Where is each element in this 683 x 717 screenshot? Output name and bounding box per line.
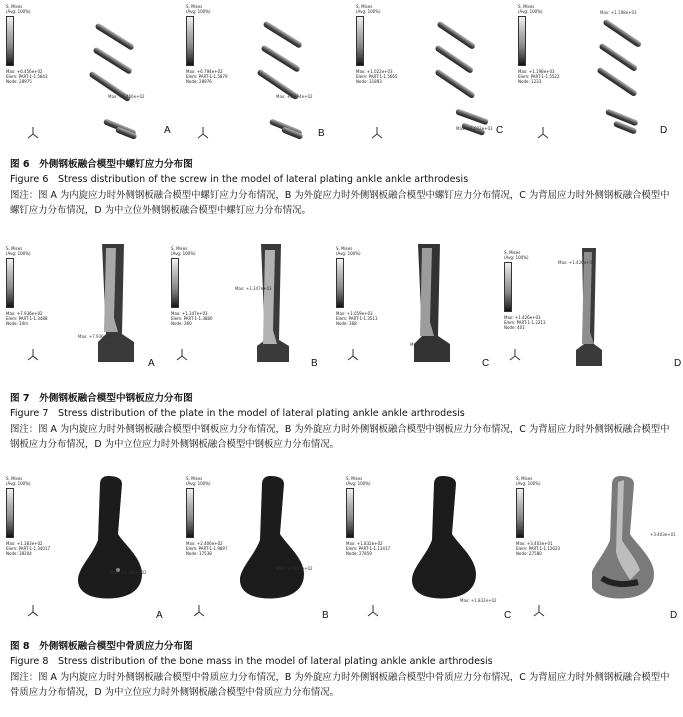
fig6-panel-c [344,0,512,148]
fig7-panel-c [330,238,498,378]
figure-7-image-band [0,238,683,378]
legend-color-bar [336,258,344,308]
figure-8-note: 图注：图 A 为内旋应力时外侧钢板融合模型中骨质应力分布情况，B 为外旋应力时外侧钢板融合模型中骨质应力分布情况，C 为背屈应力时外侧钢板融合模型中骨质应力分布情况，D 为中立位应力时外侧钢板融合模型中骨质应力分布情况。 [10,672,670,698]
legend-title: S, Mises (Avg: 100%) [356,4,381,14]
max-stress-annotation: Max: +1.832e+02 [460,598,497,603]
legend-color-bar [346,488,354,538]
panel-letter: D [674,358,682,369]
figure-7-caption-zh: 图 7 外侧钢板融合模型中钢板应力分布图 [10,393,193,404]
figure-6-image-band [0,0,683,148]
legend-title: S, Mises (Avg: 100%) [6,476,31,486]
stress-legend [356,4,396,84]
legend-meta: Max: +1.022e+03 Elem: PART-1-1.5665 Node: 31893 [356,69,398,84]
max-stress-annotation: +3.403e+01 [650,532,676,537]
panel-letter: A [148,358,155,369]
axis-triad-icon [366,604,380,618]
legend-color-bar [504,262,512,312]
fig8-panel-b [170,470,340,630]
stress-legend [186,476,226,556]
max-stress-annotation: Max: +1.426e+03 [558,260,595,265]
axis-triad-icon [370,126,384,140]
fig8-panel-c [340,470,510,630]
figure-8-image-band [0,470,683,630]
fig7-panel-d [498,238,683,378]
panel-letter: B [318,128,325,139]
legend-meta: Max: +1.426e+03 Elem: PART-1-1.2213 Node: 401 [504,315,546,330]
axis-triad-icon [192,604,206,618]
panel-letter: B [322,610,329,621]
panel-letter: C [496,125,504,136]
legend-meta: Max: +1.198e+03 Elem: PART-1-1.5522 Node: 1233 [518,69,560,84]
axis-triad-icon [26,126,40,140]
legend-meta: Max: +6.456e+02 Elem: PART-1-1.5843 Node: 28975 [6,69,48,84]
panel-letter: C [504,610,512,621]
max-stress-annotation: Max: +1.198e+03 [600,10,637,15]
legend-meta: Max: +1.832e+02 Elem: PART-1-1.13417 Node: 27859 [346,541,391,556]
screw [598,43,638,73]
figure-8-caption-zh: 图 8 外侧钢板融合模型中骨质应力分布图 [10,641,193,652]
axis-triad-icon [532,604,546,618]
fig7-panel-b [165,238,330,378]
legend-title: S, Mises (Avg: 100%) [186,4,211,14]
bone-plate-model [92,242,142,366]
fig6-panel-a [0,0,172,148]
fig8-panel-d [510,470,683,630]
panel-letter: B [311,358,318,369]
legend-color-bar [516,488,524,538]
panel-letter: C [482,358,490,369]
screw [602,19,642,49]
legend-meta: Max: +2.406e+02 Elem: PART-1-1.9897 Node: 17538 [186,541,228,556]
legend-meta: Max: +1.059e+03 Elem: PART-1-1.3513 Node: 368 [336,311,378,326]
stress-legend [171,246,211,326]
fig8-panel-a [0,470,170,630]
panel-letter: D [660,125,668,136]
legend-color-bar [6,258,14,308]
axis-triad-icon [508,348,522,362]
screw [260,44,300,72]
legend-color-bar [186,16,194,66]
stress-legend [6,246,46,326]
fig7-panel-a [0,238,165,378]
axis-triad-icon [26,348,40,362]
stress-legend [336,246,376,326]
legend-meta: Max: +7.936e+02 Elem: PART-1-1.3488 Node: 34m [6,311,48,326]
legend-meta: Max: +3.403e+01 Elem: PART-1-1.12623 Node: 27580 [516,541,561,556]
legend-color-bar [171,258,179,308]
max-stress-annotation: Max: +2.406e+02 [276,566,313,571]
tibia-bone-model [412,474,484,602]
axis-triad-icon [175,348,189,362]
legend-meta: Max: +1.383e+02 Elem: PART-1-1.34017 Node: 38204 [6,541,51,556]
legend-title: S, Mises (Avg: 100%) [6,4,31,14]
max-stress-annotation: Max: +1.347e+03 [235,286,272,291]
legend-color-bar [6,488,14,538]
stress-legend [346,476,391,556]
legend-title: S, Mises (Avg: 100%) [186,476,211,486]
stress-legend [518,4,558,84]
legend-color-bar [186,488,194,538]
stress-legend [6,4,46,84]
panel-letter: D [670,610,678,621]
legend-meta: Max: +1.347e+03 Elem: PART-1-1.3880 Node: 360 [171,311,213,326]
max-stress-annotation: Max: +1.059e+03 [410,342,447,347]
legend-title: S, Mises (Avg: 100%) [6,246,31,256]
screw [92,46,132,74]
bone-plate-model [408,242,458,366]
axis-triad-icon [196,126,210,140]
figure-7-caption-en: Figure 7 Stress distribution of the plate in the model of lateral plating ankle ankle arthrodesis [10,408,465,419]
panel-letter: A [156,610,163,621]
max-stress-annotation: Max: +1.383e+02 [110,570,147,575]
tibia-bone-model [240,474,312,602]
screw [436,21,476,51]
figure-6-caption-en: Figure 6 Stress distribution of the screw in the model of lateral plating ankle ankle arthrodesis [10,174,469,185]
panel-letter: A [164,125,171,136]
fig6-panel-b [172,0,344,148]
screw [596,67,637,98]
stress-legend [504,250,544,330]
screw [94,22,134,50]
figure-8-caption-en: Figure 8 Stress distribution of the bone mass in the model of lateral plating ankle ankle arthrodesis [10,656,493,667]
figure-6-caption-zh: 图 6 外侧钢板融合模型中螺钉应力分布图 [10,159,193,170]
screw [455,108,489,125]
axis-triad-icon [26,604,40,618]
legend-title: S, Mises (Avg: 100%) [336,246,361,256]
screw [262,20,302,48]
fig6-panel-d [512,0,683,148]
max-stress-annotation: Max: +1.022e+03 [456,126,493,131]
bone-plate-model [249,242,299,366]
max-stress-annotation: Max: +6.456e+02 [108,94,145,99]
legend-title: S, Mises (Avg: 100%) [346,476,371,486]
stress-legend [516,476,561,556]
legend-color-bar [356,16,364,66]
legend-title: S, Mises (Avg: 100%) [504,250,529,260]
tibia-bone-model [592,474,664,602]
figure-7-note: 图注：图 A 为内旋应力时外侧钢板融合模型中钢板应力分布情况，B 为外旋应力时外侧钢板融合模型中钢板应力分布情况，C 为背屈应力时外侧钢板融合模型中钢板应力分布情况，D 为中立位应力时外侧钢板融合模型中钢板应力分布情况。 [10,424,670,450]
legend-meta: Max: +6.794e+02 Elem: PART-1-1.5879 Node: 28976 [186,69,228,84]
legend-title: S, Mises (Avg: 100%) [516,476,541,486]
legend-title: S, Mises (Avg: 100%) [171,246,196,256]
axis-triad-icon [346,348,360,362]
axis-triad-icon [536,126,550,140]
legend-title: S, Mises (Avg: 100%) [518,4,543,14]
stress-legend [6,476,51,556]
tibia-bone-model [78,474,150,602]
legend-color-bar [518,16,526,66]
figure-6-note: 图注：图 A 为内旋应力时外侧钢板融合模型中螺钉应力分布情况，B 为外旋应力时外侧钢板融合模型中螺钉应力分布情况，C 为背屈应力时外侧钢板融合模型中螺钉应力分布情况，D 为中立位外侧钢板融合模型中螺钉应力分布情况。 [10,190,670,216]
stress-legend [186,4,226,84]
max-stress-annotation: Max: +6.794e+02 [276,94,313,99]
max-stress-annotation: Max: +7.936e+02 [78,334,115,339]
legend-color-bar [6,16,14,66]
